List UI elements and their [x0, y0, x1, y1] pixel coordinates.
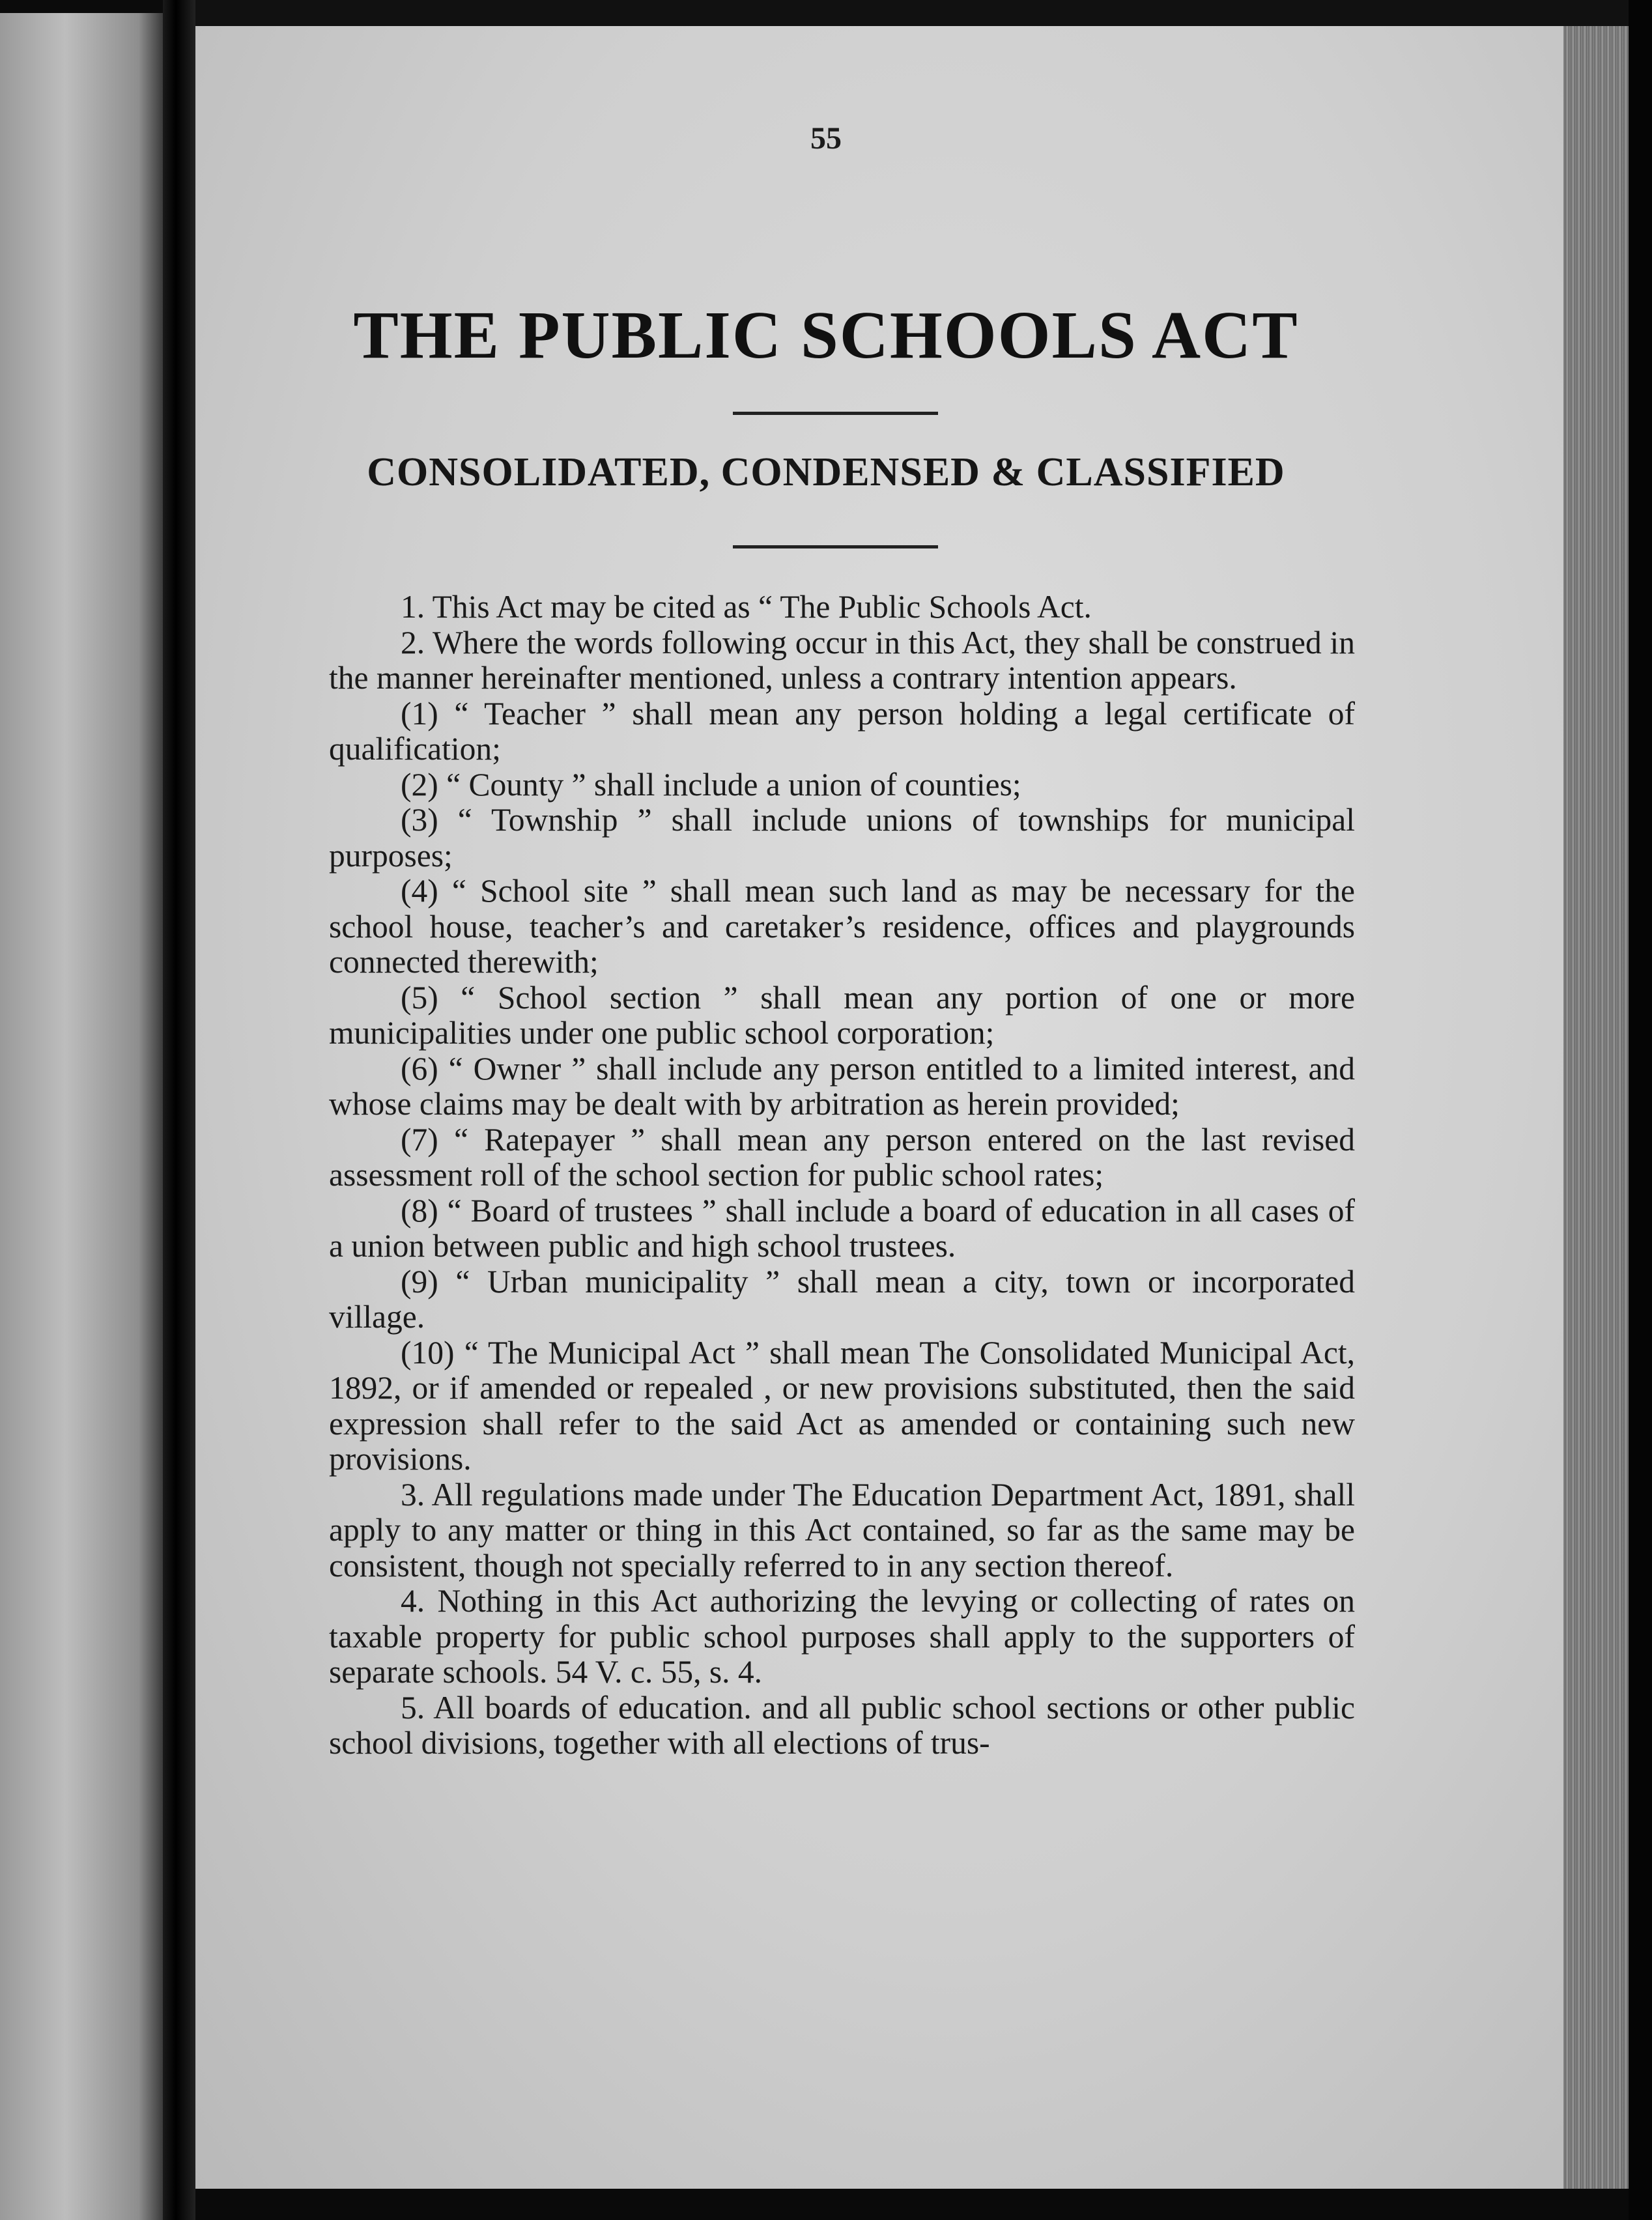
subtitle-divider	[733, 545, 938, 548]
act-body-text	[329, 590, 1355, 1761]
page-number: 55	[810, 121, 842, 156]
paragraph: 4. Nothing in this Act authorizing the levying or collecting of rates on taxable property for public school purposes shall apply to the supporters of separate schools. 54 V. c. 55, s. 4.	[329, 1583, 1355, 1690]
paragraph: (4) “ School site ” shall mean such land as may be necessary for the school house, teacher’s and caretaker’s residence, offices and playgrounds connected therewith;	[329, 873, 1355, 980]
paragraph: 2. Where the words following occur in this Act, they shall be construed in the manner hereinafter mentioned, unless a contrary intention appears.	[329, 624, 1355, 696]
paragraph: (6) “ Owner ” shall include any person entitled to a limited interest, and whose claims may be dealt with by arbitration as herein provided;	[329, 1050, 1355, 1122]
document-subtitle: CONSOLIDATED, CONDENSED & CLASSIFIED	[367, 450, 1285, 494]
paragraph: (1) “ Teacher ” shall mean any person holding a legal certificate of qualification;	[329, 695, 1355, 767]
paragraph: (7) “ Ratepayer ” shall mean any person entered on the last revised assessment roll of the school section for public school rates;	[329, 1121, 1355, 1193]
paragraph: (3) “ Township ” shall include unions of townships for municipal purposes;	[329, 802, 1355, 874]
paragraph: (2) “ County ” shall include a union of counties;	[401, 766, 1021, 803]
paragraph: 3. All regulations made under The Education Department Act, 1891, shall apply to any matter or thing in this Act contained, so far as the same may be consistent, though not specially referred to in any section thereof.	[329, 1476, 1355, 1584]
scan-border-top	[195, 0, 1629, 26]
paragraph: (8) “ Board of trustees ” shall include a board of education in all cases of a union between public and high school trustees.	[329, 1192, 1355, 1264]
paragraph: (5) “ School section ” shall mean any portion of one or more municipalities under one public school corporation;	[329, 979, 1355, 1051]
title-divider	[733, 412, 938, 415]
paragraph: (10) “ The Municipal Act ” shall mean The Consolidated Municipal Act, 1892, or if amended or repealed , or new provisions substituted, then the said expression shall refer to the said Act as amended or containing such new provisions.	[329, 1334, 1355, 1477]
document-title: THE PUBLIC SCHOOLS ACT	[353, 298, 1299, 373]
paragraph: 1. This Act may be cited as “ The Public Schools Act.	[401, 589, 1092, 625]
scan-border-bottom	[195, 2189, 1629, 2220]
paragraph: (9) “ Urban municipality ” shall mean a city, town or incorporated village.	[329, 1263, 1355, 1335]
paragraph: 5. All boards of education. and all public school sections or other public school divisions, together with all elections of trus-	[329, 1689, 1355, 1761]
